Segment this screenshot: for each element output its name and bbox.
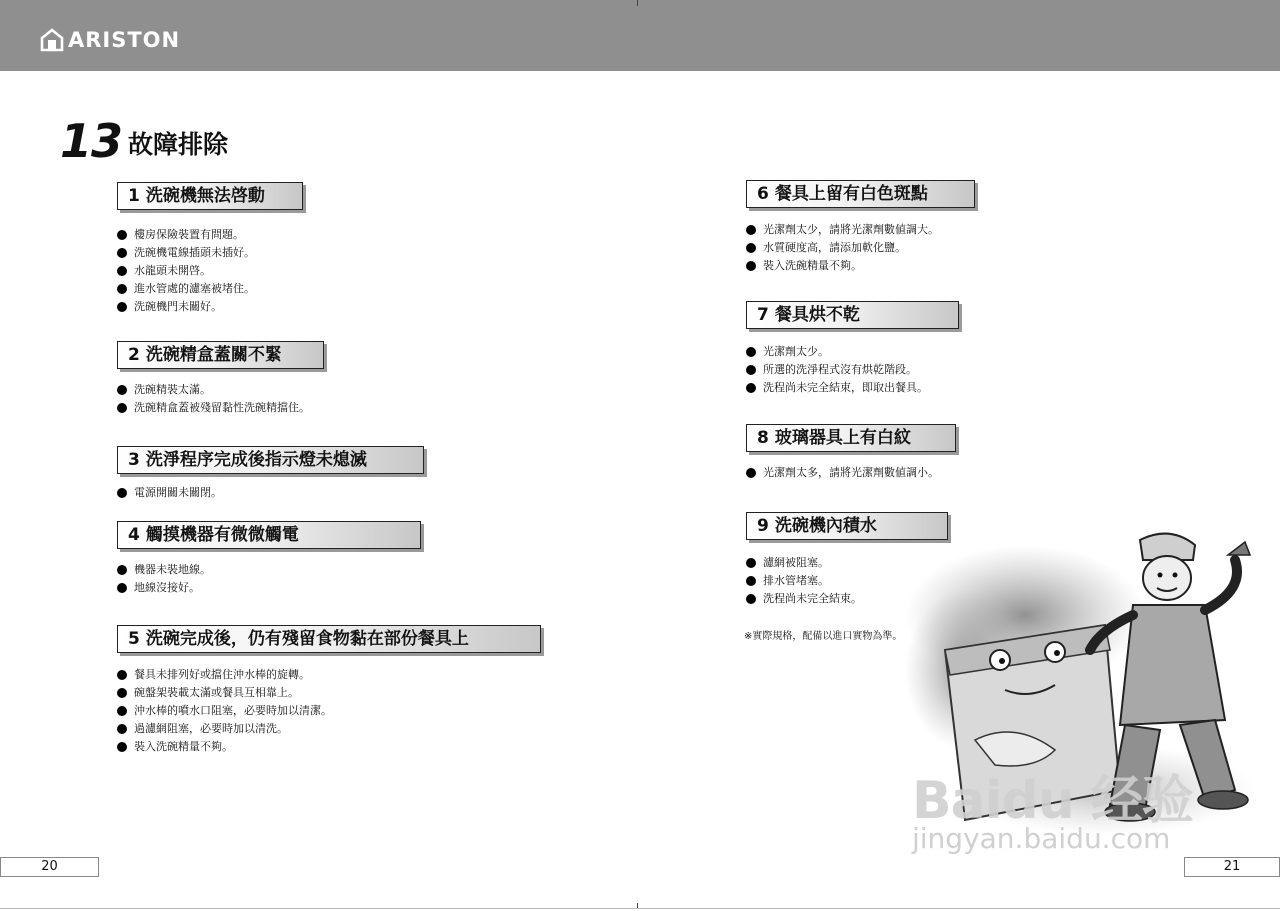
item-list [117,484,424,502]
section-title: 洗碗精盒蓋關不緊 [145,345,282,365]
section-header [117,182,303,210]
item-list [746,464,956,482]
item-list [117,381,324,417]
list-item: 進水管處的濾塞被堵住。 [117,280,303,298]
section-title: 洗碗完成後，仍有殘留食物黏在部份餐具上 [145,629,469,649]
house-logo-icon [40,28,64,52]
section-header [117,625,541,653]
list-item: 洗碗機電線插頭未插好。 [117,244,303,262]
section-number: 4 [128,525,140,545]
section-5 [117,625,541,756]
list-item: 光潔劑太少，請將光潔劑數値調大。 [746,221,975,239]
section-number: 3 [128,450,140,470]
section-header [117,341,324,369]
item-list [117,561,421,597]
section-2 [117,341,324,417]
list-item: 過濾網阻塞，必要時加以清洗。 [117,720,541,738]
list-item: 洗程尚未完全結束，即取出餐具。 [746,379,959,397]
list-item: 電源開關未關閉。 [117,484,424,502]
list-item: 沖水棒的噴水口阻塞，必要時加以清潔。 [117,702,541,720]
section-header [746,424,956,452]
footnote: ※實際規格，配備以進口實物為準。 [744,631,903,642]
chapter-number: 13 [60,114,123,168]
list-item: 水龍頭未開啓。 [117,262,303,280]
section-6 [746,180,975,275]
section-title: 洗碗機內積水 [774,516,877,536]
list-item: 洗程尚未完全結束。 [746,590,948,608]
list-item: 光潔劑太多，請將光潔劑數値調小。 [746,464,956,482]
list-item: 濾網被阻塞。 [746,554,948,572]
section-number: 8 [757,428,769,448]
section-number: 5 [128,629,140,649]
section-number: 7 [757,305,769,325]
fold-mark-top [637,0,638,6]
section-title: 玻璃器具上有白紋 [774,428,911,448]
section-title: 餐具上留有白色斑點 [774,184,928,204]
section-title: 餐具烘不乾 [774,305,860,325]
item-list [746,221,975,275]
header-bar [0,0,1280,71]
list-item: 裝入洗碗精量不夠。 [746,257,975,275]
list-item: 洗碗精盒蓋被殘留黏性洗碗精擋住。 [117,399,324,417]
section-number: 1 [128,186,140,206]
list-item: 機器未裝地線。 [117,561,421,579]
section-number: 9 [757,516,769,536]
brand-name: ARISTON [68,28,181,52]
brand-logo [40,28,180,52]
section-7 [746,301,959,397]
section-title: 觸摸機器有微微觸電 [145,525,299,545]
item-list [117,666,541,756]
section-header [117,446,424,474]
section-header [746,301,959,329]
list-item: 餐具未排列好或擋住沖水棒的旋轉。 [117,666,541,684]
list-item: 所選的洗淨程式沒有烘乾階段。 [746,361,959,379]
chapter-heading [60,114,229,168]
list-item: 排水管堵塞。 [746,572,948,590]
list-item: 水質硬度高，請添加軟化鹽。 [746,239,975,257]
page-number-right: 21 [1184,857,1280,877]
list-item: 裝入洗碗精量不夠。 [117,738,541,756]
watermark-url: jingyan.baidu.com [912,822,1171,855]
section-4 [117,521,421,597]
section-8 [746,424,956,482]
list-item: 洗碗機門未關好。 [117,298,303,316]
list-item: 地線沒接好。 [117,579,421,597]
item-list [117,226,303,316]
section-3 [117,446,424,502]
section-1 [117,182,303,316]
section-number: 6 [757,184,769,204]
bottom-rule [0,908,1280,909]
chapter-title: 故障排除 [128,130,229,159]
list-item: 樓房保險裝置有問題。 [117,226,303,244]
section-title: 洗淨程序完成後指示燈未熄滅 [145,450,367,470]
section-number: 2 [128,345,140,365]
page-number-left: 20 [0,857,99,877]
list-item: 洗碗精裝太滿。 [117,381,324,399]
section-title: 洗碗機無法啓動 [145,186,265,206]
list-item: 碗盤架裝載太滿或餐具互相靠上。 [117,684,541,702]
list-item: 光潔劑太少。 [746,343,959,361]
section-header [117,521,421,549]
watermark: Baidu 经验 [912,771,1193,831]
section-header [746,180,975,208]
item-list [746,343,959,397]
